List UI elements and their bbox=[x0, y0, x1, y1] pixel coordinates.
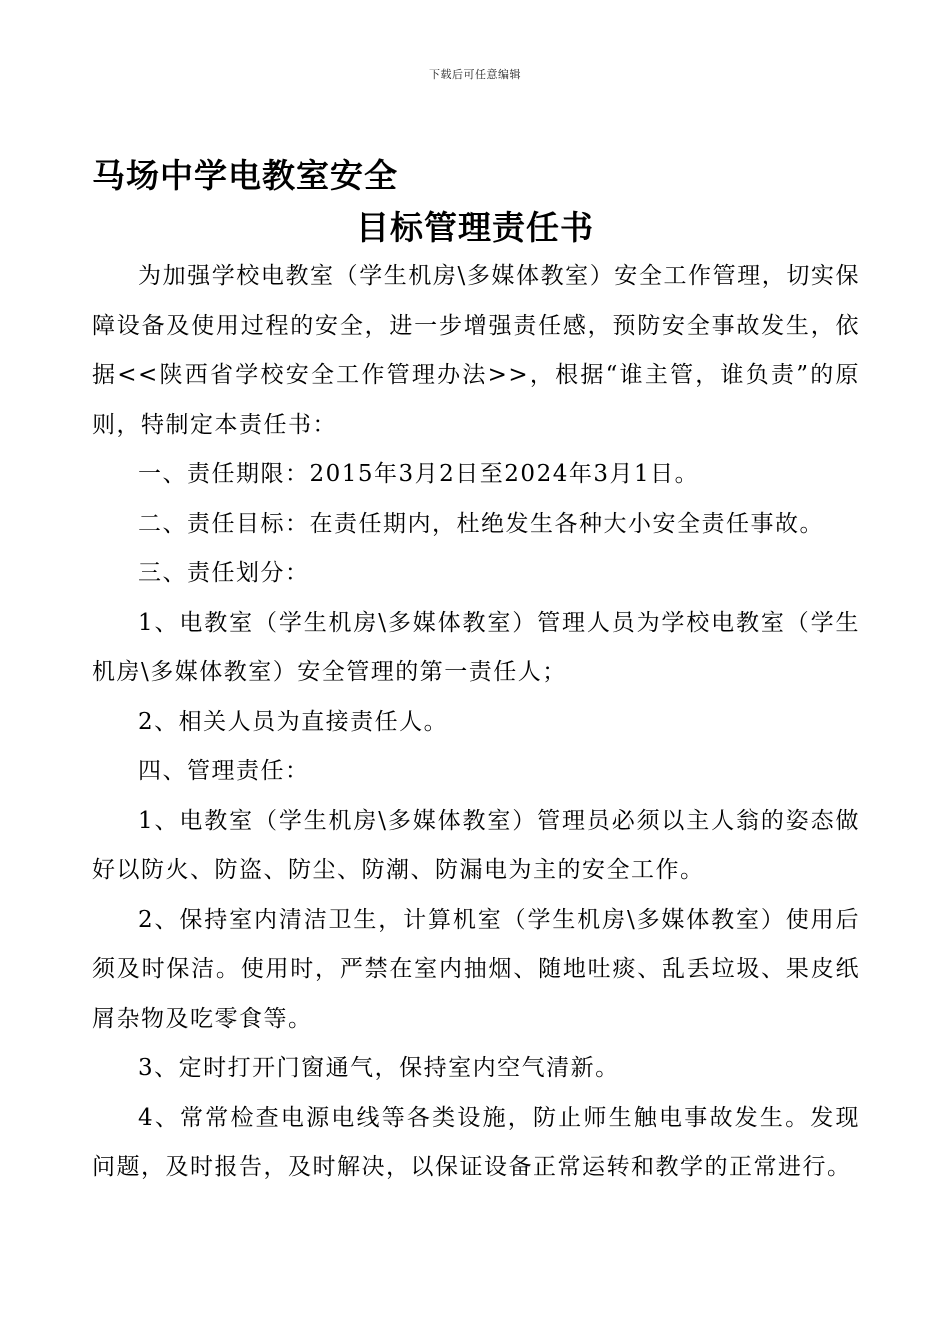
management-responsibility-heading: 四、管理责任： bbox=[138, 758, 310, 784]
management-item-1: 1、电教室（学生机房\多媒体教室）管理员必须以主人翁的姿态做好以防火、防盗、防尘、防潮、防漏电为主的安全工作。 bbox=[92, 807, 860, 883]
management-item-2: 2、保持室内清洁卫生，计算机室（学生机房\多媒体教室）使用后须及时保洁。使用时，严禁在室内抽烟、随地吐痰、乱丢垃圾、果皮纸屑杂物及吃零食等。 bbox=[92, 906, 860, 1032]
responsibility-period: 一、责任期限：2015年3月2日至2024年3月1日。 bbox=[138, 461, 700, 487]
header-note: 下载后可任意编辑 bbox=[429, 68, 521, 81]
responsibility-goal: 二、责任目标：在责任期内，杜绝发生各种大小安全责任事故。 bbox=[138, 510, 824, 537]
management-item-4: 4、常常检查电源电线等各类设施，防止师生触电事故发生。发现问题，及时报告，及时解决，以保证设备正常运转和教学的正常进行。 bbox=[92, 1104, 860, 1180]
document-title-line-2: 目标管理责任书 bbox=[356, 208, 594, 247]
division-item-1: 1、电教室（学生机房\多媒体教室）管理人员为学校电教室（学生机房\多媒体教室）安全管理的第一责任人； bbox=[92, 609, 860, 685]
document-title-line-1: 马场中学电教室安全 bbox=[92, 156, 398, 195]
division-item-2: 2、相关人员为直接责任人。 bbox=[138, 708, 449, 735]
intro-paragraph: 为加强学校电教室（学生机房\多媒体教室）安全工作管理，切实保障设备及使用过程的安全，进一步增强责任感，预防安全事故发生，依据<<陕西省学校安全工作管理办法>>，根据“谁主管，谁负责”的原则，特制定本责任书： bbox=[92, 263, 860, 438]
document-body bbox=[92, 252, 860, 1193]
management-item-3: 3、定时打开门窗通气，保持室内空气清新。 bbox=[138, 1055, 620, 1081]
responsibility-division-heading: 三、责任划分： bbox=[138, 560, 310, 586]
